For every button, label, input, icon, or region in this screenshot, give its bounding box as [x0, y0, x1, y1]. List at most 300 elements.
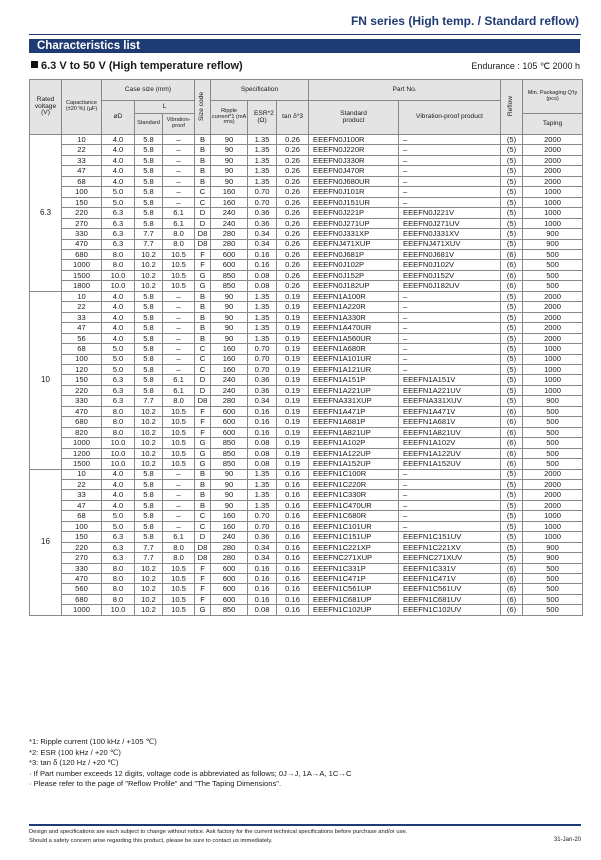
- std-product-cell: EEEFN1C220R: [309, 479, 399, 489]
- taping-cell: 2000: [523, 135, 583, 145]
- tan-cell: 0.19: [277, 385, 309, 395]
- vib-product-cell: –: [399, 155, 501, 165]
- esr-cell: 1.35: [248, 145, 277, 155]
- std-product-cell: EEEFN1A681P: [309, 417, 399, 427]
- reflow-cell: (5): [501, 364, 523, 374]
- vib-product-cell: EEEFN1C102UV: [399, 605, 501, 615]
- std-product-cell: EEEFN1C470UR: [309, 500, 399, 510]
- esr-cell: 0.70: [248, 344, 277, 354]
- reflow-cell: (5): [501, 302, 523, 312]
- cap-cell: 470: [62, 239, 102, 249]
- table-row: [30, 197, 583, 207]
- std-product-cell: EEEFN1A471P: [309, 406, 399, 416]
- size-code-cell: C: [195, 354, 211, 364]
- vib-product-cell: EEEFN1C471V: [399, 574, 501, 584]
- tan-cell: 0.16: [277, 574, 309, 584]
- header-tan-delta: tan δ*3: [277, 101, 309, 135]
- vib-product-cell: EEEFNA331XUV: [399, 396, 501, 406]
- reflow-cell: (6): [501, 594, 523, 604]
- esr-cell: 0.16: [248, 260, 277, 270]
- len-vib-cell: –: [163, 333, 195, 343]
- size-code-cell: G: [195, 448, 211, 458]
- taping-cell: 1000: [523, 344, 583, 354]
- cap-cell: 470: [62, 574, 102, 584]
- table-row: [30, 229, 583, 239]
- table-row: [30, 574, 583, 584]
- len-vib-cell: 10.5: [163, 574, 195, 584]
- header-specification: Specification: [211, 80, 309, 101]
- len-std-cell: 10.2: [135, 459, 163, 469]
- cap-cell: 100: [62, 354, 102, 364]
- table-row: [30, 469, 583, 479]
- size-code-cell: B: [195, 312, 211, 322]
- tan-cell: 0.19: [277, 291, 309, 301]
- tan-cell: 0.16: [277, 532, 309, 542]
- taping-cell: 900: [523, 229, 583, 239]
- reflow-cell: (6): [501, 605, 523, 615]
- esr-cell: 0.34: [248, 553, 277, 563]
- table-row: [30, 176, 583, 186]
- size-code-cell: B: [195, 323, 211, 333]
- ripple-cell: 280: [211, 229, 248, 239]
- note-reflow-reference: · Please refer to the page of "Reflow Profile" and "The Taping Dimensions".: [29, 779, 282, 789]
- taping-cell: 500: [523, 260, 583, 270]
- dia-cell: 6.3: [102, 553, 135, 563]
- reflow-cell: (6): [501, 417, 523, 427]
- size-code-cell: F: [195, 427, 211, 437]
- std-product-cell: EEEFN1A102P: [309, 438, 399, 448]
- header-taping: Taping: [523, 114, 583, 135]
- size-code-cell: C: [195, 197, 211, 207]
- note-voltage-code: · If Part number exceeds 12 digits, voltage code is abbreviated as follows; 0J→J, 1A→A, 1C→C: [29, 768, 352, 778]
- dia-cell: 4.0: [102, 176, 135, 186]
- size-code-cell: C: [195, 187, 211, 197]
- len-vib-cell: –: [163, 187, 195, 197]
- taping-cell: 2000: [523, 490, 583, 500]
- header-size-code: Size code: [195, 80, 211, 135]
- std-product-cell: EEEFN1C680R: [309, 511, 399, 521]
- len-vib-cell: 10.5: [163, 448, 195, 458]
- size-code-cell: F: [195, 249, 211, 259]
- tan-cell: 0.19: [277, 448, 309, 458]
- len-vib-cell: 10.5: [163, 563, 195, 573]
- len-std-cell: 10.2: [135, 417, 163, 427]
- size-code-cell: C: [195, 521, 211, 531]
- cap-cell: 1500: [62, 270, 102, 280]
- size-code-cell: B: [195, 166, 211, 176]
- len-std-cell: 10.2: [135, 406, 163, 416]
- taping-cell: 2000: [523, 155, 583, 165]
- cap-cell: 220: [62, 385, 102, 395]
- esr-cell: 0.34: [248, 229, 277, 239]
- table-row: [30, 438, 583, 448]
- len-std-cell: 5.8: [135, 176, 163, 186]
- header-case-size: Case size (mm): [102, 80, 195, 101]
- taping-cell: 1000: [523, 187, 583, 197]
- table-row: [30, 500, 583, 510]
- reflow-cell: (5): [501, 166, 523, 176]
- std-product-cell: EEEFN1C151UP: [309, 532, 399, 542]
- std-product-cell: EEEFN0J220R: [309, 145, 399, 155]
- ripple-cell: 600: [211, 417, 248, 427]
- len-std-cell: 5.8: [135, 218, 163, 228]
- len-vib-cell: 10.5: [163, 594, 195, 604]
- len-std-cell: 7.7: [135, 396, 163, 406]
- len-vib-cell: –: [163, 197, 195, 207]
- len-vib-cell: 10.5: [163, 584, 195, 594]
- size-code-cell: D: [195, 375, 211, 385]
- size-code-cell: B: [195, 145, 211, 155]
- esr-cell: 0.70: [248, 197, 277, 207]
- cap-cell: 33: [62, 312, 102, 322]
- len-std-cell: 5.8: [135, 291, 163, 301]
- reflow-cell: (6): [501, 260, 523, 270]
- len-vib-cell: 8.0: [163, 553, 195, 563]
- reflow-cell: (5): [501, 239, 523, 249]
- vib-product-cell: –: [399, 333, 501, 343]
- std-product-cell: EEEFN0J271UP: [309, 218, 399, 228]
- footnote-ripple: *1: Ripple current (100 kHz / +105 ℃): [29, 737, 157, 746]
- vib-product-cell: EEEFN1C331V: [399, 563, 501, 573]
- reflow-cell: (6): [501, 406, 523, 416]
- std-product-cell: EEEFN0J470R: [309, 166, 399, 176]
- tan-cell: 0.16: [277, 490, 309, 500]
- taping-cell: 2000: [523, 176, 583, 186]
- size-code-cell: C: [195, 511, 211, 521]
- cap-cell: 68: [62, 344, 102, 354]
- tan-cell: 0.26: [277, 260, 309, 270]
- len-vib-cell: –: [163, 364, 195, 374]
- std-product-cell: EEEFN0J331XP: [309, 229, 399, 239]
- std-product-cell: EEEFN0J152P: [309, 270, 399, 280]
- ripple-cell: 600: [211, 260, 248, 270]
- cap-cell: 22: [62, 479, 102, 489]
- len-vib-cell: –: [163, 479, 195, 489]
- esr-cell: 1.35: [248, 469, 277, 479]
- table-row: [30, 521, 583, 531]
- reflow-cell: (5): [501, 553, 523, 563]
- len-std-cell: 5.8: [135, 155, 163, 165]
- std-product-cell: EEEFN0J681P: [309, 249, 399, 259]
- esr-cell: 1.35: [248, 490, 277, 500]
- vib-product-cell: EEEFN0J152V: [399, 270, 501, 280]
- table-row: [30, 323, 583, 333]
- tan-cell: 0.19: [277, 459, 309, 469]
- len-vib-cell: 10.5: [163, 459, 195, 469]
- len-std-cell: 5.8: [135, 208, 163, 218]
- dia-cell: 5.0: [102, 521, 135, 531]
- std-product-cell: EEEFN0J330R: [309, 155, 399, 165]
- len-std-cell: 10.2: [135, 281, 163, 291]
- table-row: [30, 511, 583, 521]
- size-code-cell: D8: [195, 396, 211, 406]
- len-std-cell: 5.8: [135, 385, 163, 395]
- len-std-cell: 10.2: [135, 427, 163, 437]
- ripple-cell: 160: [211, 197, 248, 207]
- dia-cell: 6.3: [102, 239, 135, 249]
- vib-product-cell: EEEFN1A221UV: [399, 385, 501, 395]
- size-code-cell: D: [195, 208, 211, 218]
- std-product-cell: EEEFN1A121UR: [309, 364, 399, 374]
- vib-product-cell: –: [399, 323, 501, 333]
- cap-cell: 820: [62, 427, 102, 437]
- len-vib-cell: –: [163, 166, 195, 176]
- endurance-label: Endurance : 105 ℃ 2000 h: [471, 61, 580, 71]
- taping-cell: 500: [523, 574, 583, 584]
- len-vib-cell: –: [163, 521, 195, 531]
- reflow-cell: (5): [501, 479, 523, 489]
- taping-cell: 2000: [523, 469, 583, 479]
- esr-cell: 0.08: [248, 270, 277, 280]
- table-row: [30, 532, 583, 542]
- table-row: [30, 354, 583, 364]
- taping-cell: 1000: [523, 197, 583, 207]
- std-product-cell: EEEFN1C102UP: [309, 605, 399, 615]
- len-std-cell: 5.8: [135, 344, 163, 354]
- len-std-cell: 10.2: [135, 270, 163, 280]
- size-code-cell: F: [195, 594, 211, 604]
- dia-cell: 4.0: [102, 500, 135, 510]
- reflow-cell: (5): [501, 385, 523, 395]
- cap-cell: 47: [62, 166, 102, 176]
- size-code-cell: B: [195, 490, 211, 500]
- esr-cell: 1.35: [248, 323, 277, 333]
- size-code-cell: B: [195, 479, 211, 489]
- reflow-cell: (6): [501, 448, 523, 458]
- header-min-packaging: Min. Packaging Q'ty (pcs): [523, 80, 583, 114]
- dia-cell: 4.0: [102, 155, 135, 165]
- cap-cell: 150: [62, 532, 102, 542]
- std-product-cell: EEEFN0J100R: [309, 135, 399, 145]
- ripple-cell: 90: [211, 166, 248, 176]
- taping-cell: 500: [523, 417, 583, 427]
- taping-cell: 1000: [523, 521, 583, 531]
- esr-cell: 0.70: [248, 511, 277, 521]
- tan-cell: 0.26: [277, 239, 309, 249]
- ripple-cell: 240: [211, 375, 248, 385]
- tan-cell: 0.26: [277, 176, 309, 186]
- header-length: L: [135, 101, 195, 114]
- vib-product-cell: EEEFNC271XUV: [399, 553, 501, 563]
- tan-cell: 0.16: [277, 521, 309, 531]
- reflow-cell: (6): [501, 281, 523, 291]
- vib-product-cell: –: [399, 479, 501, 489]
- table-row: [30, 594, 583, 604]
- dia-cell: 4.0: [102, 166, 135, 176]
- taping-cell: 2000: [523, 500, 583, 510]
- cap-cell: 330: [62, 396, 102, 406]
- len-vib-cell: –: [163, 176, 195, 186]
- len-std-cell: 5.8: [135, 354, 163, 364]
- len-std-cell: 7.7: [135, 239, 163, 249]
- taping-cell: 2000: [523, 145, 583, 155]
- tan-cell: 0.19: [277, 427, 309, 437]
- size-code-cell: D8: [195, 229, 211, 239]
- reflow-cell: (6): [501, 270, 523, 280]
- table-row: [30, 312, 583, 322]
- reflow-cell: (5): [501, 532, 523, 542]
- reflow-cell: (5): [501, 354, 523, 364]
- taping-cell: 1000: [523, 364, 583, 374]
- len-std-cell: 5.8: [135, 479, 163, 489]
- len-vib-cell: 10.5: [163, 406, 195, 416]
- size-code-cell: F: [195, 260, 211, 270]
- vib-product-cell: –: [399, 291, 501, 301]
- reflow-cell: (5): [501, 333, 523, 343]
- header-part-no: Part No.: [309, 80, 501, 101]
- cap-cell: 330: [62, 563, 102, 573]
- dia-cell: 4.0: [102, 333, 135, 343]
- len-std-cell: 10.2: [135, 249, 163, 259]
- ripple-cell: 90: [211, 312, 248, 322]
- cap-cell: 22: [62, 145, 102, 155]
- ripple-cell: 850: [211, 281, 248, 291]
- std-product-cell: EEEFN1A470UR: [309, 323, 399, 333]
- ripple-cell: 90: [211, 479, 248, 489]
- reflow-cell: (5): [501, 145, 523, 155]
- len-vib-cell: 8.0: [163, 239, 195, 249]
- esr-cell: 0.16: [248, 427, 277, 437]
- std-product-cell: EEEFN0J101R: [309, 187, 399, 197]
- vib-product-cell: EEEFN0J221V: [399, 208, 501, 218]
- table-row: [30, 187, 583, 197]
- cap-cell: 680: [62, 417, 102, 427]
- taping-cell: 900: [523, 553, 583, 563]
- ripple-cell: 280: [211, 396, 248, 406]
- footer-line-2: Should a safety concern arise regarding this product, please be sure to contact us immediately.: [29, 838, 273, 844]
- len-std-cell: 10.2: [135, 260, 163, 270]
- ripple-cell: 90: [211, 490, 248, 500]
- std-product-cell: EEEFN1C100R: [309, 469, 399, 479]
- ripple-cell: 90: [211, 135, 248, 145]
- header-esr: ESR*2 (Ω): [248, 101, 277, 135]
- taping-cell: 2000: [523, 302, 583, 312]
- tan-cell: 0.16: [277, 542, 309, 552]
- taping-cell: 500: [523, 406, 583, 416]
- table-row: [30, 479, 583, 489]
- len-vib-cell: 8.0: [163, 396, 195, 406]
- len-vib-cell: 6.1: [163, 532, 195, 542]
- table-row: [30, 375, 583, 385]
- cap-cell: 1000: [62, 438, 102, 448]
- dia-cell: 10.0: [102, 270, 135, 280]
- ripple-cell: 90: [211, 176, 248, 186]
- ripple-cell: 90: [211, 145, 248, 155]
- taping-cell: 1000: [523, 218, 583, 228]
- vib-product-cell: –: [399, 521, 501, 531]
- std-product-cell: EEEFN1A560UR: [309, 333, 399, 343]
- rated-voltage-cell: 16: [30, 469, 62, 615]
- ripple-cell: 240: [211, 218, 248, 228]
- esr-cell: 0.34: [248, 239, 277, 249]
- len-vib-cell: 6.1: [163, 375, 195, 385]
- size-code-cell: B: [195, 333, 211, 343]
- ripple-cell: 850: [211, 270, 248, 280]
- reflow-cell: (5): [501, 291, 523, 301]
- dia-cell: 8.0: [102, 594, 135, 604]
- std-product-cell: EEEFN1A220R: [309, 302, 399, 312]
- tan-cell: 0.19: [277, 406, 309, 416]
- dia-cell: 4.0: [102, 479, 135, 489]
- taping-cell: 900: [523, 542, 583, 552]
- dia-cell: 5.0: [102, 197, 135, 207]
- ripple-cell: 240: [211, 208, 248, 218]
- vib-product-cell: –: [399, 135, 501, 145]
- tan-cell: 0.16: [277, 500, 309, 510]
- taping-cell: 500: [523, 249, 583, 259]
- esr-cell: 0.08: [248, 605, 277, 615]
- esr-cell: 0.70: [248, 354, 277, 364]
- len-std-cell: 5.8: [135, 135, 163, 145]
- dia-cell: 6.3: [102, 218, 135, 228]
- size-code-cell: F: [195, 584, 211, 594]
- table-row: [30, 281, 583, 291]
- voltage-range-text: 6.3 V to 50 V (High temperature reflow): [41, 60, 243, 72]
- table-row: [30, 270, 583, 280]
- header-diameter: øD: [102, 101, 135, 135]
- table-row: [30, 490, 583, 500]
- tan-cell: 0.16: [277, 469, 309, 479]
- len-vib-cell: –: [163, 291, 195, 301]
- len-std-cell: 10.2: [135, 438, 163, 448]
- ripple-cell: 240: [211, 532, 248, 542]
- tan-cell: 0.26: [277, 135, 309, 145]
- cap-cell: 22: [62, 302, 102, 312]
- dia-cell: 10.0: [102, 438, 135, 448]
- size-code-cell: G: [195, 270, 211, 280]
- vib-product-cell: EEEFN0J331XV: [399, 229, 501, 239]
- dia-cell: 8.0: [102, 249, 135, 259]
- vib-product-cell: –: [399, 500, 501, 510]
- voltage-range-heading: [31, 60, 243, 72]
- len-std-cell: 5.8: [135, 145, 163, 155]
- table-row: [30, 584, 583, 594]
- cap-cell: 270: [62, 553, 102, 563]
- cap-cell: 100: [62, 521, 102, 531]
- vib-product-cell: –: [399, 364, 501, 374]
- len-std-cell: 7.7: [135, 553, 163, 563]
- tan-cell: 0.26: [277, 187, 309, 197]
- size-code-cell: F: [195, 563, 211, 573]
- std-product-cell: EEEFN1C330R: [309, 490, 399, 500]
- tan-cell: 0.26: [277, 270, 309, 280]
- std-product-cell: EEEFN1A152UP: [309, 459, 399, 469]
- table-row: [30, 427, 583, 437]
- taping-cell: 2000: [523, 323, 583, 333]
- cap-cell: 120: [62, 364, 102, 374]
- dia-cell: 4.0: [102, 135, 135, 145]
- taping-cell: 500: [523, 448, 583, 458]
- table-row: [30, 417, 583, 427]
- len-std-cell: 5.8: [135, 323, 163, 333]
- size-code-cell: B: [195, 469, 211, 479]
- dia-cell: 6.3: [102, 396, 135, 406]
- vib-product-cell: EEEFN1C561UV: [399, 584, 501, 594]
- reflow-cell: (5): [501, 197, 523, 207]
- len-vib-cell: –: [163, 135, 195, 145]
- cap-cell: 680: [62, 594, 102, 604]
- size-code-cell: G: [195, 459, 211, 469]
- header-reflow: Reflow: [501, 80, 523, 135]
- ripple-cell: 90: [211, 500, 248, 510]
- reflow-cell: (5): [501, 500, 523, 510]
- vib-product-cell: EEEFN1C221XV: [399, 542, 501, 552]
- ripple-cell: 600: [211, 563, 248, 573]
- tan-cell: 0.26: [277, 208, 309, 218]
- len-vib-cell: –: [163, 500, 195, 510]
- ripple-cell: 160: [211, 344, 248, 354]
- dia-cell: 5.0: [102, 364, 135, 374]
